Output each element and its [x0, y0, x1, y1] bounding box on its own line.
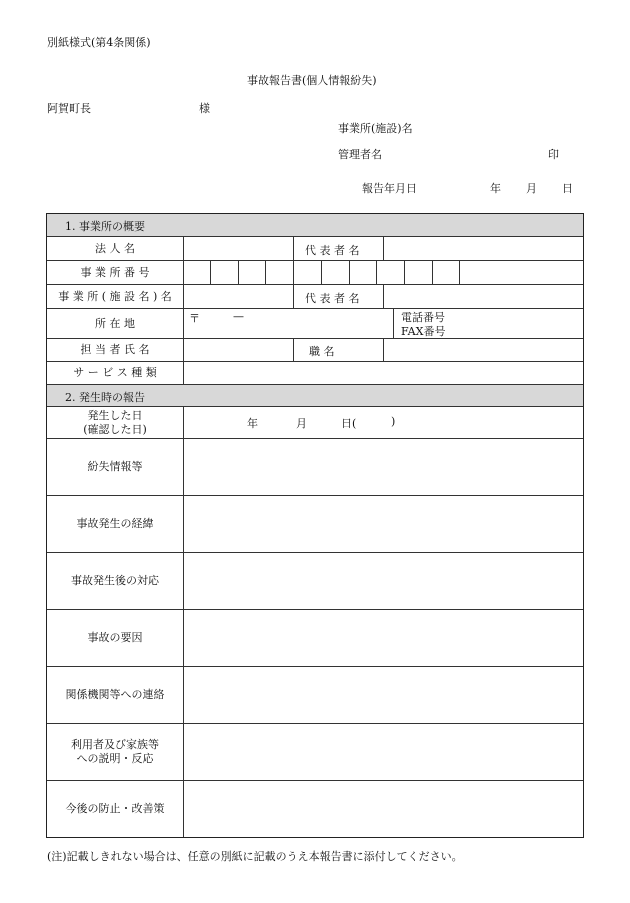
postal-mark: 〒	[189, 312, 200, 325]
table-rule	[210, 260, 211, 284]
section2-header	[47, 385, 583, 406]
table-rule	[383, 338, 384, 361]
report-form	[46, 213, 584, 838]
agency-contact-label: 関係機関等への連絡	[65, 688, 165, 701]
occurrence-year: 年	[247, 417, 258, 430]
report-month: 月	[526, 182, 537, 195]
postal-dash: —	[233, 310, 244, 323]
table-rule	[321, 260, 322, 284]
table-rule	[404, 260, 405, 284]
incident-history-label: 事故発生の経緯	[76, 517, 154, 530]
honorific: 様	[199, 102, 210, 115]
table-rule	[293, 260, 294, 284]
recipient: 阿賀町長	[47, 102, 91, 115]
family-explanation-label-2: への説明・反応	[76, 752, 154, 765]
occurrence-date-label-1: 発生した日	[87, 408, 143, 422]
table-rule	[376, 260, 377, 284]
occurrence-day-close: )	[391, 415, 396, 428]
office-rep-label: 代 表 者 名	[305, 292, 360, 305]
table-rule	[432, 260, 433, 284]
manager-name-label: 管理者名	[338, 148, 382, 161]
table-rule	[459, 260, 460, 284]
footnote: (注)記載しきれない場合は、任意の別紙に記載のうえ本報告書に添付してください。	[47, 850, 463, 863]
table-rule	[183, 236, 184, 837]
lost-info-label: 紛失情報等	[87, 460, 143, 473]
report-day: 日	[562, 182, 573, 195]
prevention-measures-label: 今後の防止・改善策	[65, 802, 165, 815]
post-incident-response-label: 事故発生後の対応	[71, 574, 159, 587]
table-rule	[349, 260, 350, 284]
office-name-label: 事業所(施設)名	[338, 122, 413, 135]
table-rule	[293, 338, 294, 361]
person-in-charge-label: 担 当 者 氏 名	[80, 343, 150, 356]
address-label: 所 在 地	[95, 316, 135, 330]
occurrence-date-label-2: (確認した日)	[83, 422, 147, 436]
position-label: 職 名	[309, 345, 335, 358]
table-rule	[293, 284, 294, 308]
section2-title: 2. 発生時の報告	[65, 391, 145, 404]
table-rule	[383, 236, 384, 260]
table-rule	[265, 260, 266, 284]
table-rule	[393, 308, 394, 338]
office-facility-name-label: 事 業 所 ( 施 設 名 ) 名	[58, 289, 172, 303]
report-date-label: 報告年月日	[362, 182, 417, 195]
seal-mark: 印	[548, 148, 559, 161]
occurrence-day: 日(	[341, 417, 357, 430]
table-rule	[238, 260, 239, 284]
report-year: 年	[490, 182, 501, 195]
incident-cause-label: 事故の要因	[87, 631, 143, 644]
occurrence-month: 月	[296, 417, 307, 430]
service-type-label: サ ー ビ ス 種 類	[73, 366, 157, 379]
corp-name-label: 法 人 名	[95, 241, 135, 255]
form-reference: 別紙様式(第4条関係)	[47, 36, 151, 49]
family-explanation-label	[47, 724, 183, 780]
section1-title: 1. 事業所の概要	[65, 220, 145, 233]
office-number-label: 事 業 所 番 号	[80, 265, 150, 279]
table-rule	[293, 236, 294, 260]
page-title: 事故報告書(個人情報紛失)	[247, 74, 377, 87]
fax-label: FAX番号	[401, 325, 446, 338]
family-explanation-label-1: 利用者及び家族等	[71, 738, 159, 751]
section1-header	[47, 214, 583, 236]
occurrence-date-label	[47, 407, 183, 438]
phone-label: 電話番号	[401, 311, 445, 324]
table-rule	[383, 284, 384, 308]
corp-rep-label: 代 表 者 名	[305, 244, 360, 257]
